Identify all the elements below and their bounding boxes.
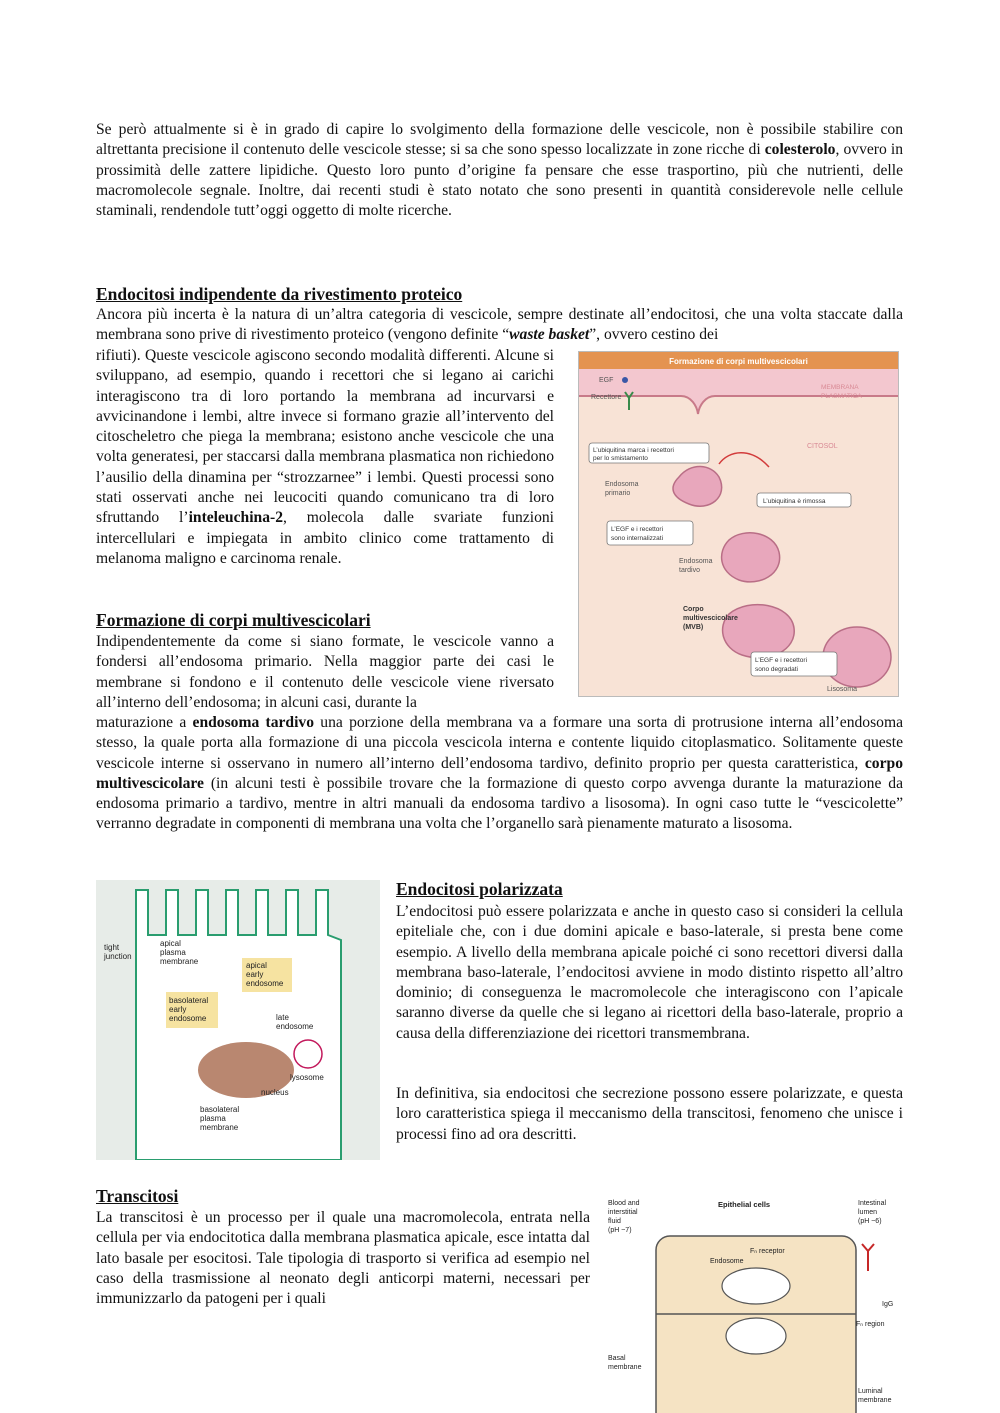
label-late-endosome: late (276, 1013, 289, 1022)
label-igg: IgG (882, 1301, 894, 1308)
early-endosome-shape (673, 466, 722, 506)
bold-term: corpo multivescicolare (96, 754, 903, 792)
svg-text:membrane: membrane (200, 1123, 239, 1132)
multivesicular-body-shape (723, 605, 795, 658)
svg-text:lumen: lumen (858, 1209, 878, 1216)
egf-molecule-icon (622, 377, 628, 383)
label-lysosome: lysosome (290, 1073, 324, 1082)
figure-polarized-cell-drawing (96, 880, 380, 1160)
svg-text:sono degradati: sono degradati (755, 666, 799, 673)
sec2-paragraph-left: Indipendentemente da come si siano formate, le vescicole vanno a fondersi all’endosoma primario. Nella maggior parte dei casi le membrane si fondono e il contenuto delle vescicole viene riversato all’interno dell’endosoma; in alcuni casi, durante la (96, 633, 554, 711)
svg-text:endosome: endosome (276, 1022, 314, 1031)
label-intestinal-lumen: Intestinal (858, 1200, 887, 1207)
endosome-shape (722, 1268, 790, 1304)
figure-transcytosis (606, 1196, 903, 1413)
label-egf: EGF (599, 377, 614, 384)
label-plasmatica: PLASMATICA (821, 393, 862, 400)
label-corpo-multivescicolare: Corpo (683, 606, 704, 613)
svg-text:(pH ~6): (pH ~6) (858, 1218, 882, 1225)
svg-text:early: early (169, 1005, 187, 1014)
label-apical-early-endosome: apical (246, 961, 267, 970)
recycle-arrow (719, 453, 769, 467)
label-luminal-membrane: Luminal (858, 1388, 883, 1395)
bold-term: endosoma tardivo (192, 714, 315, 731)
sec1-paragraph-top: Ancora più incerta è la natura di un’altra categoria di vescicole, sempre destinate all’endocitosi, che una volta staccate dalla membrana sono prive di rivestimento proteico (vengono definite “waste basket”, ovvero cestino dei (96, 306, 903, 344)
sec3-paragraph-1: L’endocitosi può essere polarizzata e anche in questo caso si consideri la cellula epiteliale che, con i due domini apicale e baso-laterale, si presta bene come esempio. A livello della membrana apicale poiché ci sono recettori diversi dalla membrana baso-laterale, l’endocitosi avviene in modo distinto rispetto all’altro dominio; di conseguenza le macromolecole che interagiscono con l’apicale saranno diverse da quelle che si legano ai ricettori della baso-laterale, proprio a causa della differenziazione dei ricettori transmembrana. (396, 903, 903, 1042)
svg-text:plasma: plasma (160, 948, 186, 957)
bold-italic-term: waste basket (509, 326, 590, 344)
lysosome-shape (294, 1040, 322, 1068)
figure-title: Formazione di corpi multivescicolari (669, 357, 808, 366)
section-heading-corpi-multivescicolari: Formazione di corpi multivescicolari (96, 610, 371, 630)
svg-text:interstitial: interstitial (608, 1209, 638, 1216)
svg-text:membrane: membrane (160, 957, 199, 966)
sec4-paragraph: La transcitosi è un processo per il quale una macromolecola, entrata nella cellula per via endocitotica dalla membrana plasmatica apicale, esce intatta dal lato basale per esocitosi. Tale tipologia di trasporto si verifica ad esempio nel caso della trasmissione al neonato degli anticorpi materni, necessari per immunizzarlo da patogeni per i quali (96, 1209, 590, 1308)
svg-text:(pH ~7): (pH ~7) (608, 1227, 632, 1234)
label-nucleus: nucleus (261, 1088, 289, 1097)
label-basal-membrane: Basal (608, 1355, 626, 1362)
svg-text:(MVB): (MVB) (683, 624, 704, 631)
label-endosome: Endosome (710, 1258, 744, 1265)
label-basolateral-early-endosome: basolateral (169, 996, 209, 1005)
figure-transcytosis-drawing (606, 1196, 903, 1413)
svg-text:membrane: membrane (608, 1364, 642, 1371)
label-endosoma-primario: Endosoma (605, 481, 639, 488)
figure-polarized-cell (96, 880, 380, 1160)
label-fc-receptor: Fₙ receptor (750, 1248, 785, 1255)
label-egf-degradati: L’EGF e i recettori (755, 657, 808, 664)
section-heading-endocitosi-polarizzata: Endocitosi polarizzata (396, 879, 563, 899)
svg-text:junction: junction (104, 952, 132, 961)
label-basolateral-plasma-membrane: basolateral (200, 1105, 240, 1114)
svg-text:multivescicolare: multivescicolare (683, 615, 738, 622)
label-ubiquitina-rimossa: L’ubiquitina è rimossa (763, 498, 826, 505)
svg-text:endosome: endosome (169, 1014, 207, 1023)
late-endosome-shape (722, 533, 780, 582)
label-endosoma-tardivo: Endosoma (679, 558, 713, 565)
intro-paragraph: Se però attualmente si è in grado di capire lo svolgimento della formazione delle vescicole, non è possibile stabilire con altrettanta precisione il contenuto delle vescicole stesse; si sa che sono spesso localizzate in zone ricche di colesterolo, ovvero in prossimità delle zattere lipidiche. Questo loro punto d’origine fa pensare che esse trasportino, più che nutrienti, delle macromolecole segnale. Inoltre, dai recenti studi è stato notato che sono presenti in quantità considerevole nelle cellule staminali, rendendole tutt’oggi oggetto di molte ricerche. (96, 121, 903, 220)
section-heading-endocitosi-indipendente: Endocitosi indipendente da rivestimento proteico (96, 284, 463, 304)
bold-term: inteleuchina-2 (188, 509, 283, 527)
section-heading-transcitosi: Transcitosi (96, 1186, 179, 1206)
svg-text:primario: primario (605, 490, 631, 497)
svg-text:early: early (246, 970, 264, 979)
sec3-paragraph-2: In definitiva, sia endocitosi che secrezione possono essere polarizzate, e questa loro caratteristica spiega il meccanismo della transcitosi, fenomeno che unisce i processi fino ad ora descritti. (396, 1085, 903, 1143)
bold-term: colesterolo (764, 141, 836, 159)
figure-multivesicular-body-drawing (579, 352, 898, 696)
svg-text:tardivo: tardivo (679, 567, 701, 574)
svg-text:plasma: plasma (200, 1114, 226, 1123)
svg-text:sono internalizzati: sono internalizzati (611, 535, 664, 542)
label-ubiquitina-marca: L’ubiquitina marca i recettori (593, 447, 674, 454)
sec2-paragraph-full: maturazione a endosoma tardivo una porzione della membrana va a formare una sorta di protrusione interna all’endosoma stesso, la quale porta alla formazione di una piccola vescicola interna e contente liquido citoplasmatico. Solitamente queste vescicole interne si osservano in numero all’interno dell’endosoma tardivo, definito proprio per questa caratteristica, corpo multivescicolare (in alcuni testi è possibile trovare che la formazione di questo corpo avvenga durante la maturazione da endosoma primario a tardivo, mentre in altri manuali da endosoma tardivo a lisosoma). In ogni caso tutte le “vescicolette” verranno degradate in componenti di membrana una volta che l’organello sarà pienamente maturato a lisosoma. (96, 714, 903, 833)
svg-text:fluid: fluid (608, 1218, 621, 1225)
label-membrana: MEMBRANA (821, 384, 859, 391)
label-fc-region: Fₙ region (856, 1321, 885, 1328)
label-apical-plasma-membrane: apical (160, 939, 181, 948)
igg-antibody-icon (862, 1244, 874, 1271)
label-blood: Blood and (608, 1200, 640, 1207)
figure-multivesicular-body (578, 351, 899, 697)
label-recettore: Recettore (591, 394, 622, 401)
label-citosol: CITOSOL (807, 443, 838, 450)
svg-text:endosome: endosome (246, 979, 284, 988)
svg-text:membrane: membrane (858, 1397, 892, 1404)
svg-text:per lo smistamento: per lo smistamento (593, 455, 648, 462)
sec1-paragraph-left: rifiuti). Queste vescicole agiscono secondo modalità differenti. Alcune si sviluppano, ad esempio, quando i recettori che si legano ai carichi interagiscono tra di loro portando la membrana ad incurvarsi e avvicinandone i lembi, altre invece si formano grazie all’intervento del citoscheletro che piega la membrana; esistono anche vescicole che una volta generatesi, per staccarsi dalla membrana plasmatica non richiedono l’ausilio della dinamina per “strozzarnee” i lembi. Questi processi sono stati osservati anche nei leucociti quando comunicano tra di loro sfruttando l’inteleuchina-2, molecola dalle svariate funzioni intercellulari e impiegata in ambito clinico come trattamento di melanoma maligno e carcinoma renale. (96, 347, 555, 567)
label-lisosoma: Lisosoma (827, 686, 857, 693)
label-egf-internalizzati: L’EGF e i recettori (611, 526, 664, 533)
label-tight-junction: tight (104, 943, 120, 952)
label-epithelial-cells: Epithelial cells (718, 1200, 771, 1209)
